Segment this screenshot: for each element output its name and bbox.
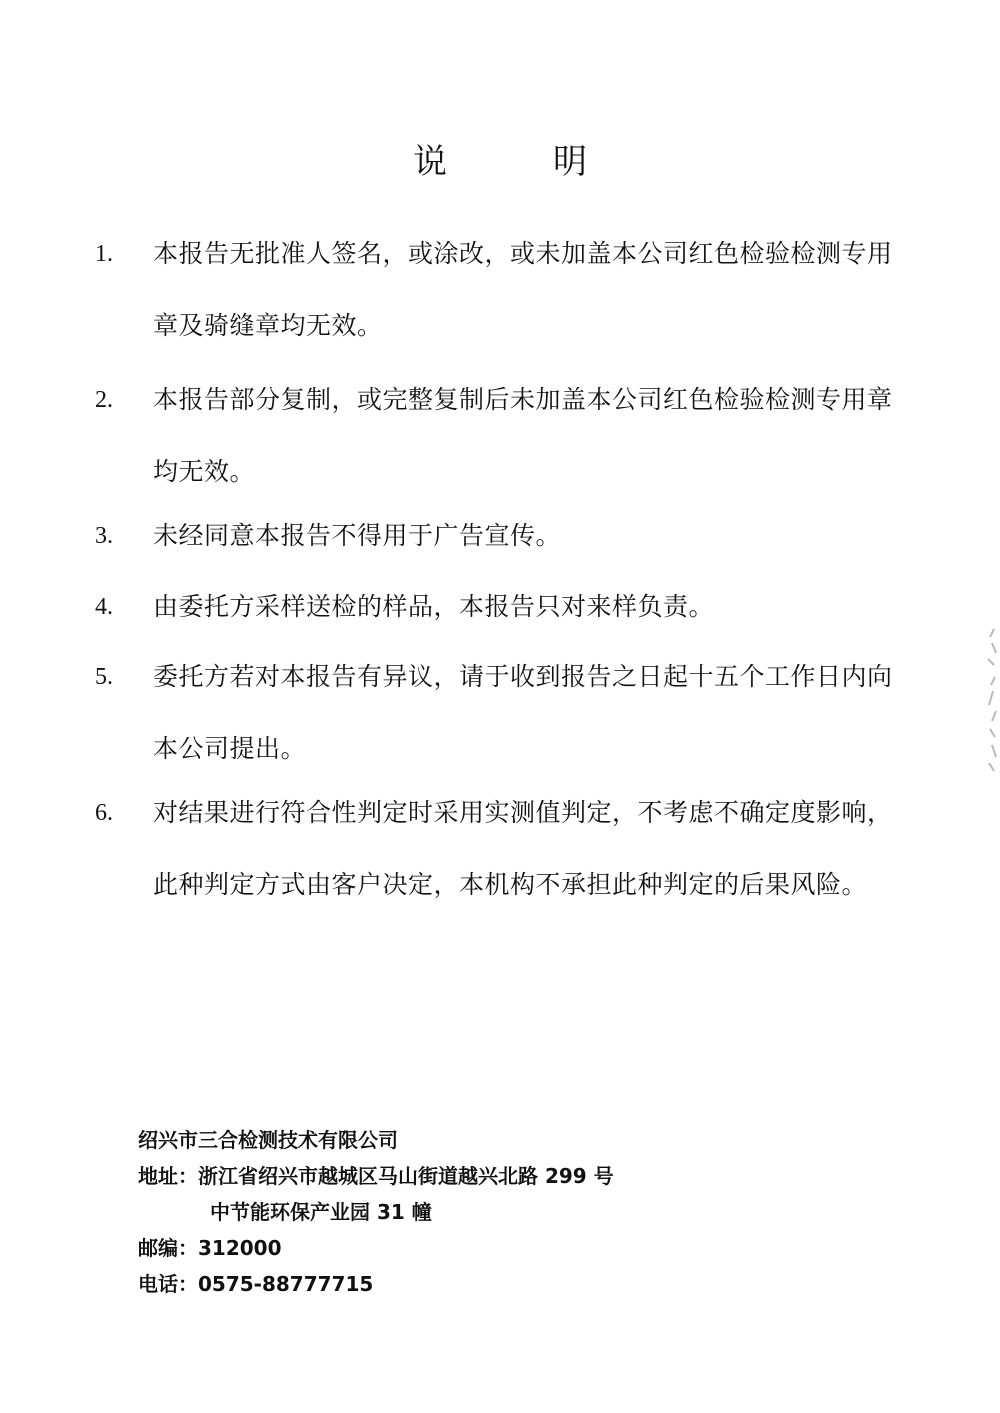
phone: 电话：0575-88777715 xyxy=(138,1272,374,1296)
item-number: 6. xyxy=(95,800,113,826)
company-name: 绍兴市三合检测技术有限公司 xyxy=(138,1128,398,1152)
seal-edge-mark-icon xyxy=(980,625,998,775)
item-number: 5. xyxy=(95,664,113,690)
item-text: 由委托方采样送检的样品，本报告只对来样负责。 xyxy=(153,592,715,621)
item-text: 本报告部分复制，或完整复制后未加盖本公司红色检验检测专用章均无效。 xyxy=(153,385,893,486)
item-text: 委托方若对本报告有异议，请于收到报告之日起十五个工作日内向本公司提出。 xyxy=(153,662,893,763)
address-line-1: 地址：浙江省绍兴市越城区马山街道越兴北路 299 号 xyxy=(138,1164,614,1188)
company-contact-block xyxy=(138,1122,838,1302)
item-number: 2. xyxy=(95,387,113,413)
item-text: 未经同意本报告不得用于广告宣传。 xyxy=(153,521,562,550)
item-number: 3. xyxy=(95,523,113,549)
item-text: 对结果进行符合性判定时采用实测值判定，不考虑不确定度影响，此种判定方式由客户决定，本机构不承担此种判定的后果风险。 xyxy=(153,798,893,899)
item-text: 本报告无批准人签名，或涂改，或未加盖本公司红色检验检测专用章及骑缝章均无效。 xyxy=(153,239,893,340)
page-title: 说 明 xyxy=(413,142,623,182)
postcode: 邮编：312000 xyxy=(138,1236,282,1260)
item-number: 4. xyxy=(95,594,113,620)
address-line-2: 中节能环保产业园 31 幢 xyxy=(210,1200,432,1224)
item-number: 1. xyxy=(95,241,113,267)
